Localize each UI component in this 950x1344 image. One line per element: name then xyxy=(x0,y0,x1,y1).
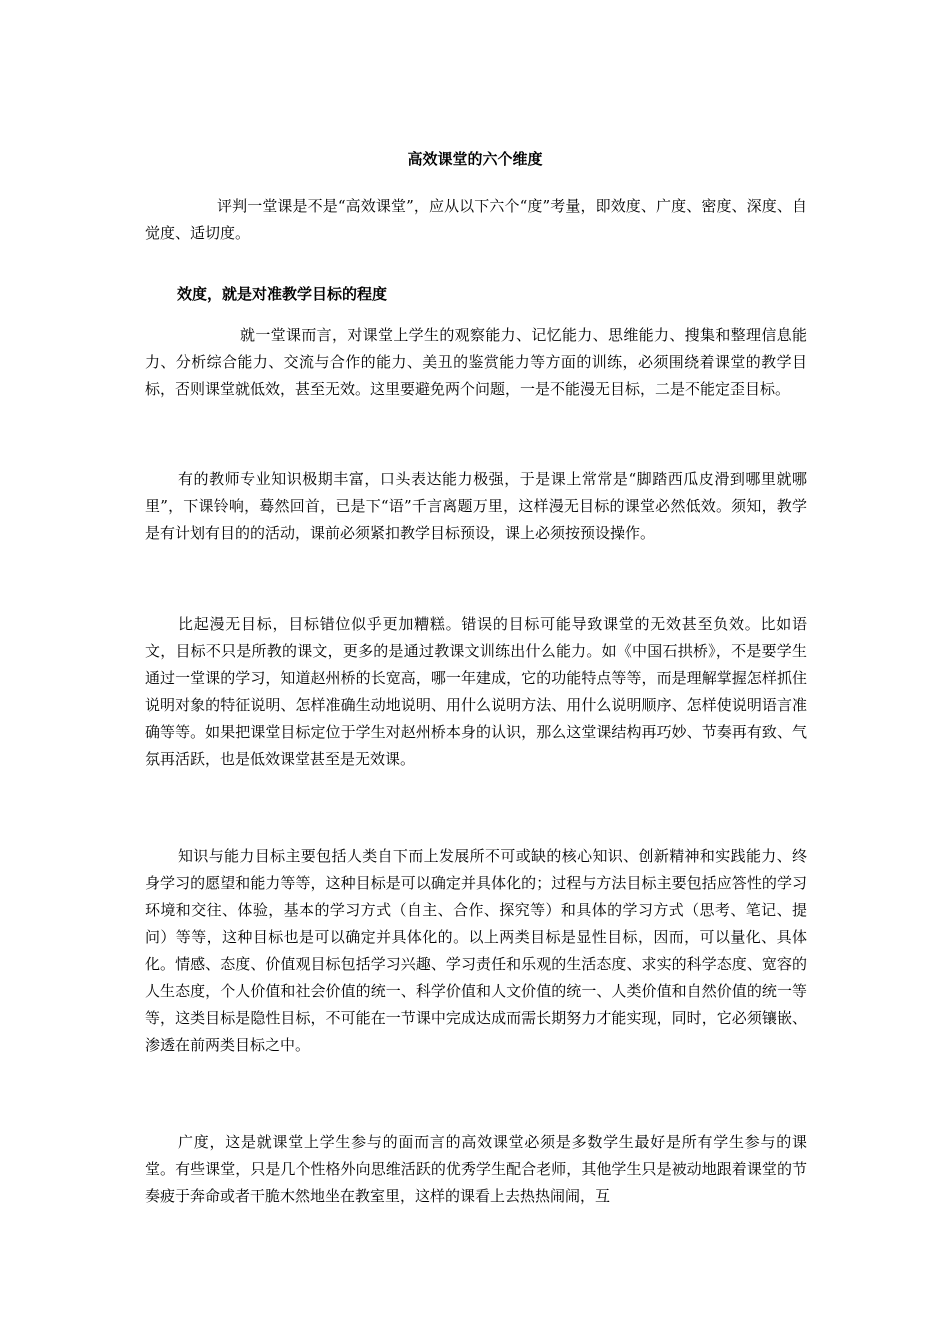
body-paragraph-5: 广度，这是就课堂上学生参与的面而言的高效课堂必须是多数学生最好是所有学生参与的课堂。有些课堂，只是几个性格外向思维活跃的优秀学生配合老师，其他学生只是被动地跟着课堂的节奏疲于奔命或者干脆木然地坐在教室里，这样的课看上去热热闹闹，互 xyxy=(145,1133,807,1205)
body-paragraph-2: 有的教师专业知识极期丰富，口头表达能力极强，于是课上常常是“脚踏西瓜皮滑到哪里就哪里”，下课铃响，蓦然回首，已是下“语”千言离题万里，这样漫无目标的课堂必然低效。须知，教学是有计划有目的的活动，课前必须紧扣教学目标预设，课上必须按预设操作。 xyxy=(145,470,807,542)
body-paragraph-4: 知识与能力目标主要包括人类自下而上发展所不可或缺的核心知识、创新精神和实践能力、终身学习的愿望和能力等等，这种目标是可以确定并具体化的；过程与方法目标主要包括应答性的学习环境和交往、体验，基本的学习方式（自主、合作、探究等）和具体的学习方式（思考、笔记、提问）等等，这种目标也是可以确定并具体化的。以上两类目标是显性目标，因而，可以量化、具体化。情感、态度、价值观目标包括学习兴趣、学习责任和乐观的生活态度、求实的科学态度、宽容的人生态度，个人价值和社会价值的统一、科学价值和人文价值的统一、人类价值和自然价值的统一等等，这类目标是隐性目标，不可能在一节课中完成达成而需长期努力才能实现，同时，它必须镶嵌、渗透在前两类目标之中。 xyxy=(145,847,807,1054)
body-paragraph-1: 就一堂课而言，对课堂上学生的观察能力、记忆能力、思维能力、搜集和整理信息能力、分析综合能力、交流与合作的能力、美丑的鉴赏能力等方面的训练，必须围绕着课堂的教学目标，否则课堂就低效，甚至无效。这里要避免两个问题，一是不能漫无目标，二是不能定歪目标。 xyxy=(145,326,807,398)
body-paragraph-3: 比起漫无目标，目标错位似乎更加糟糕。错误的目标可能导致课堂的无效甚至负效。比如语文，目标不只是所教的课文，更多的是通过教课文训练出什么能力。如《中国石拱桥》，不是要学生通过一堂课的学习，知道赵州桥的长宽高，哪一年建成，它的功能特点等等，而是理解掌握怎样抓住说明对象的特征说明、怎样准确生动地说明、用什么说明方法、用什么说明顺序、怎样使说明语言准确等等。如果把课堂目标定位于学生对赵州桥本身的认识，那么这堂课结构再巧妙、节奏再有致、气氛再活跃，也是低效课堂甚至是无效课。 xyxy=(145,615,807,768)
section-heading-effectiveness: 效度，就是对准教学目标的程度 xyxy=(177,285,388,303)
document-title: 高效课堂的六个维度 xyxy=(407,150,543,168)
intro-paragraph: 评判一堂课是不是“高效课堂”，应从以下六个“度”考量，即效度、广度、密度、深度、自觉度、适切度。 xyxy=(145,197,807,242)
